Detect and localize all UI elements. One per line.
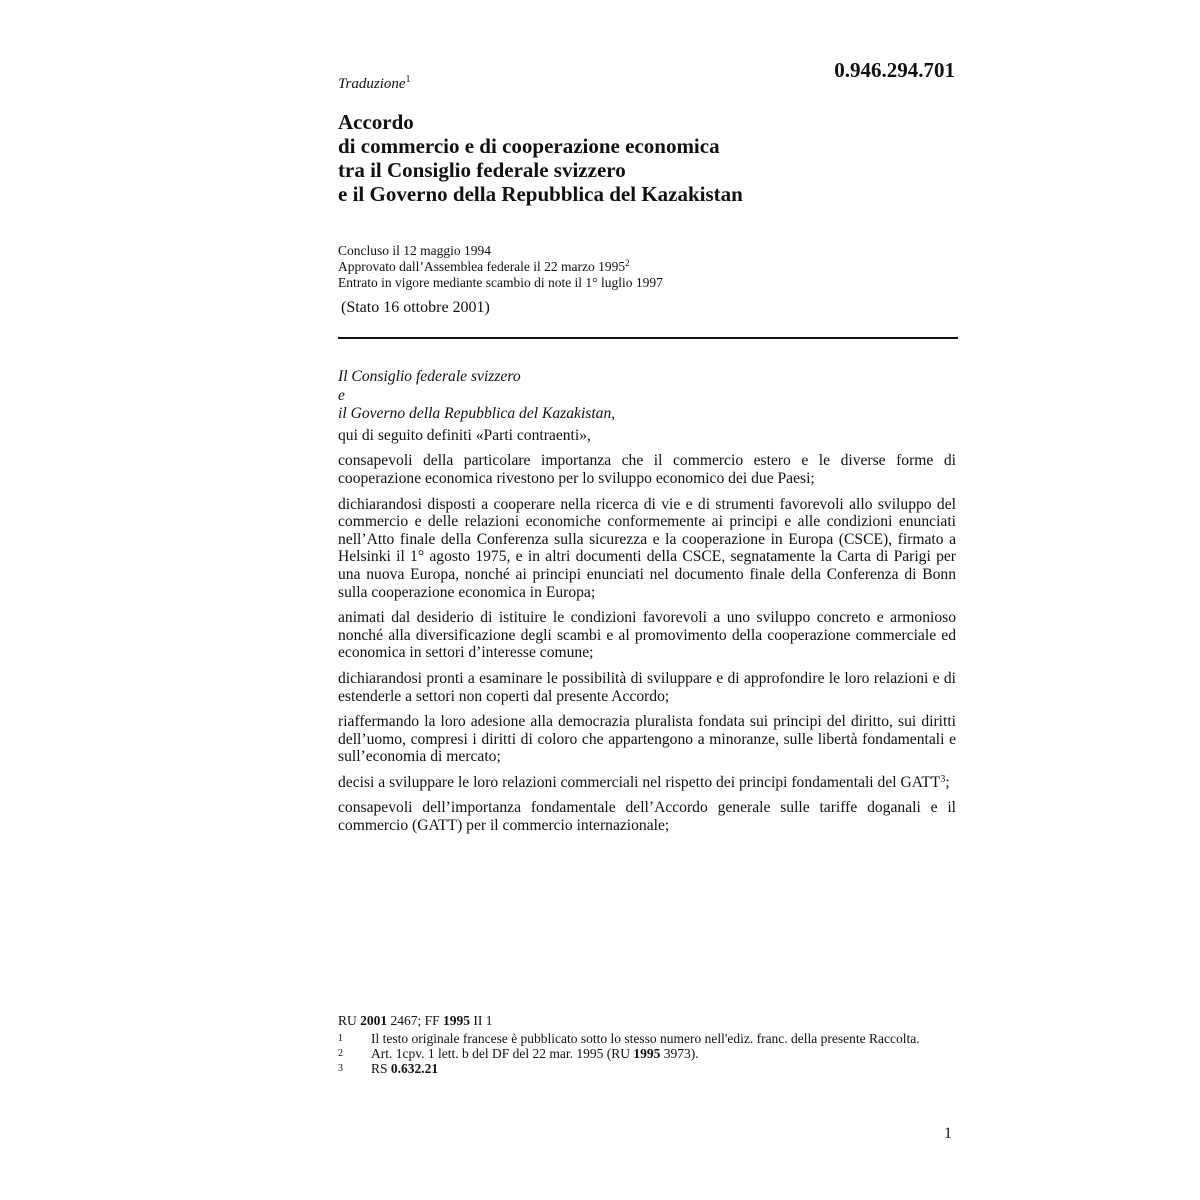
approved-text: Approvato dall’Assemblea federale il 22 marzo 1995 [338, 259, 626, 274]
footnote-ref-2[interactable]: 2 [625, 258, 630, 268]
preamble-text-end: ; [945, 773, 950, 791]
translation-label [338, 74, 411, 93]
footnote-3 [338, 1061, 938, 1076]
concluded-date: Concluso il 12 maggio 1994 [338, 243, 491, 258]
status-date: (Stato 16 ottobre 2001) [341, 299, 490, 316]
ref-text: RU [338, 1013, 361, 1028]
ref-text: 2467; FF [387, 1013, 444, 1028]
fn-text-part: 3973). [660, 1046, 699, 1061]
footnotes [338, 1013, 938, 1076]
footnote-text [371, 1061, 938, 1076]
preamble-paragraph: animati dal desiderio di istituire le condizioni favorevoli a uno sviluppo concreto e armonioso nonché alla diversificazione degli scambi e al promovimento della cooperazione commerciale ed economica in settori d’interesse comune; [338, 609, 956, 662]
preamble-paragraph: riaffermando la loro adesione alla democrazia pluralista fondata sui principi del diritto, sui diritti dell’uomo, compresi i diritti di coloro che appartengono a minoranze, sulle libertà fondamentali e sull’economia di mercato; [338, 713, 956, 766]
fn-text-part: RS [371, 1061, 391, 1076]
fn-text-part: Art. 1cpv. 1 lett. b del DF del 22 mar. 1995 (RU [371, 1046, 634, 1061]
footnote-text: Il testo originale francese è pubblicato sotto lo stesso numero nell'ediz. franc. della presente Raccolta. [371, 1031, 920, 1046]
title-line: e il Governo della Repubblica del Kazakistan [338, 182, 743, 206]
footnote-2 [338, 1046, 938, 1061]
preamble-paragraph: dichiarandosi disposti a cooperare nella ricerca di vie e di strumenti favorevoli allo sviluppo del commercio e delle relazioni economiche conformemente ai principi e alle condizioni enunciati nell’Atto finale della Conferenza sulla sicurezza e la cooperazione in Europa (CSCE), firmato a Helsinki il 1° agosto 1975, e in altri documenti della CSCE, segnatamente la Carta di Parigi per una nuova Europa, nonché ai principi enunciati nel documento finale della Conferenza di Bonn sulla cooperazione economica in Europa; [338, 495, 956, 601]
footnote-number: 3 [338, 1063, 343, 1074]
footnote-1 [338, 1031, 938, 1046]
footnote-ref-1[interactable]: 1 [405, 74, 411, 85]
approved-date [338, 259, 663, 275]
divider [338, 337, 958, 339]
preamble-text: decisi a sviluppare le loro relazioni commerciali nel rispetto dei principi fondamentali del GATT [338, 773, 941, 791]
translation-text: Traduzione [338, 76, 406, 92]
preamble-paragraph: dichiarandosi pronti a esaminare le possibilità di sviluppare e di approfondire le loro relazioni e di estenderle a settori non coperti dal presente Accordo; [338, 669, 956, 705]
footnote-number: 2 [338, 1048, 343, 1059]
page-number: 1 [944, 1125, 952, 1142]
party-1: Il Consiglio federale svizzero [338, 368, 521, 385]
footnote-text [371, 1046, 938, 1061]
document-title [338, 110, 958, 206]
official-reference [338, 1013, 938, 1028]
title-line: Accordo [338, 110, 414, 134]
ref-year: 2001 [360, 1013, 388, 1028]
preamble [338, 368, 956, 843]
preamble-paragraph: qui di seguito definiti «Parti contraenti», [338, 426, 591, 444]
ref-text: II 1 [470, 1013, 493, 1028]
party-2: il Governo della Repubblica del Kazakistan, [338, 405, 616, 423]
title-line: di commercio e di cooperazione economica [338, 134, 720, 158]
party-conjunction: e [338, 386, 345, 404]
preamble-paragraph [338, 774, 956, 792]
fn-bold: 1995 [633, 1046, 661, 1061]
entry-into-force: Entrato in vigore mediante scambio di note il 1° luglio 1997 [338, 275, 663, 290]
footnote-number: 1 [338, 1033, 343, 1044]
document-number: 0.946.294.701 [834, 58, 955, 82]
footnote-ref-3[interactable]: 3 [940, 773, 946, 785]
document-metadata [338, 243, 663, 291]
fn-bold: 0.632.21 [390, 1061, 439, 1076]
ref-year: 1995 [443, 1013, 471, 1028]
title-line: tra il Consiglio federale svizzero [338, 158, 626, 182]
preamble-paragraph: consapevoli dell’importanza fondamentale dell’Accordo generale sulle tariffe doganali e il commercio (GATT) per il commercio internazionale; [338, 799, 956, 835]
preamble-paragraph: consapevoli della particolare importanza che il commercio estero e le diverse forme di cooperazione economica rivestono per lo sviluppo economico dei due Paesi; [338, 452, 956, 487]
